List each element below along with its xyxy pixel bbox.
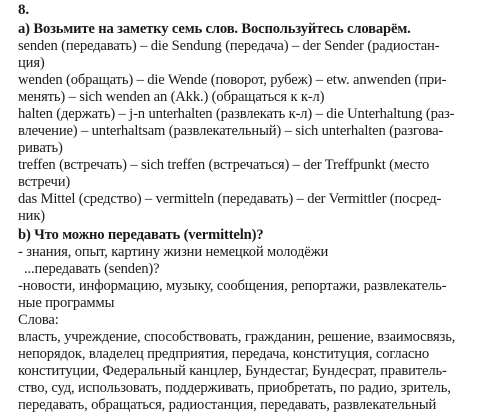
section-b-line: -новости, информацию, музыку, сообщения, репортажи, развлекатель- bbox=[18, 278, 447, 294]
section-a-heading: а) Возьмите на заметку семь слов. Воспользуйтесь словарём. bbox=[18, 21, 411, 37]
section-a-line: senden (передавать) – die Sendung (передача) – der Sender (радиостан- bbox=[18, 38, 440, 54]
section-b-line: - знания, опыт, картину жизни немецкой молодёжи bbox=[18, 244, 329, 260]
word-list-line: власть, учреждение, способствовать, гражданин, решение, взаимосвязь, bbox=[18, 329, 456, 345]
section-a-line: ник) bbox=[18, 208, 45, 224]
section-a-line: halten (держать) – j-n unterhalten (развлекать к-л) – die Unterhaltung (раз- bbox=[18, 106, 455, 122]
word-list-line: непорядок, владелец предприятия, передача, конституция, согласно bbox=[18, 346, 430, 362]
words-label: Слова: bbox=[18, 312, 59, 328]
word-list-line: передавать, обращаться, радиостанция, передавать, развлекательный bbox=[18, 397, 437, 413]
section-a-line: менять) – sich wenden an (Akk.) (обращаться к к-л) bbox=[18, 89, 325, 105]
exercise-number: 8. bbox=[18, 2, 29, 18]
section-b-line: ные программы bbox=[18, 295, 115, 311]
section-b-line: ...передавать (senden)? bbox=[24, 261, 160, 277]
word-list-line: ство, суд, использовать, поддерживать, приобретать, по радио, зритель, bbox=[18, 380, 451, 396]
section-b-heading: b) Что можно передавать (vermitteln)? bbox=[18, 227, 264, 243]
section-a-line: влечение) – unterhaltsam (развлекательный) – sich unterhalten (разгова- bbox=[18, 123, 444, 139]
section-a-line: treffen (встречать) – sich treffen (встречаться) – der Treffpunkt (место bbox=[18, 157, 430, 173]
section-a-line: das Mittel (средство) – vermitteln (передавать) – der Vermittler (посред- bbox=[18, 191, 442, 207]
section-a-line: встречи) bbox=[18, 174, 71, 190]
word-list-line: конституции, Федеральный канцлер, Бундестаг, Бундесрат, правитель- bbox=[18, 363, 447, 379]
section-a-line: ция) bbox=[18, 55, 45, 71]
section-a-line: ривать) bbox=[18, 140, 63, 156]
section-a-line: wenden (обращать) – die Wende (поворот, рубеж) – etw. anwenden (при- bbox=[18, 72, 447, 88]
